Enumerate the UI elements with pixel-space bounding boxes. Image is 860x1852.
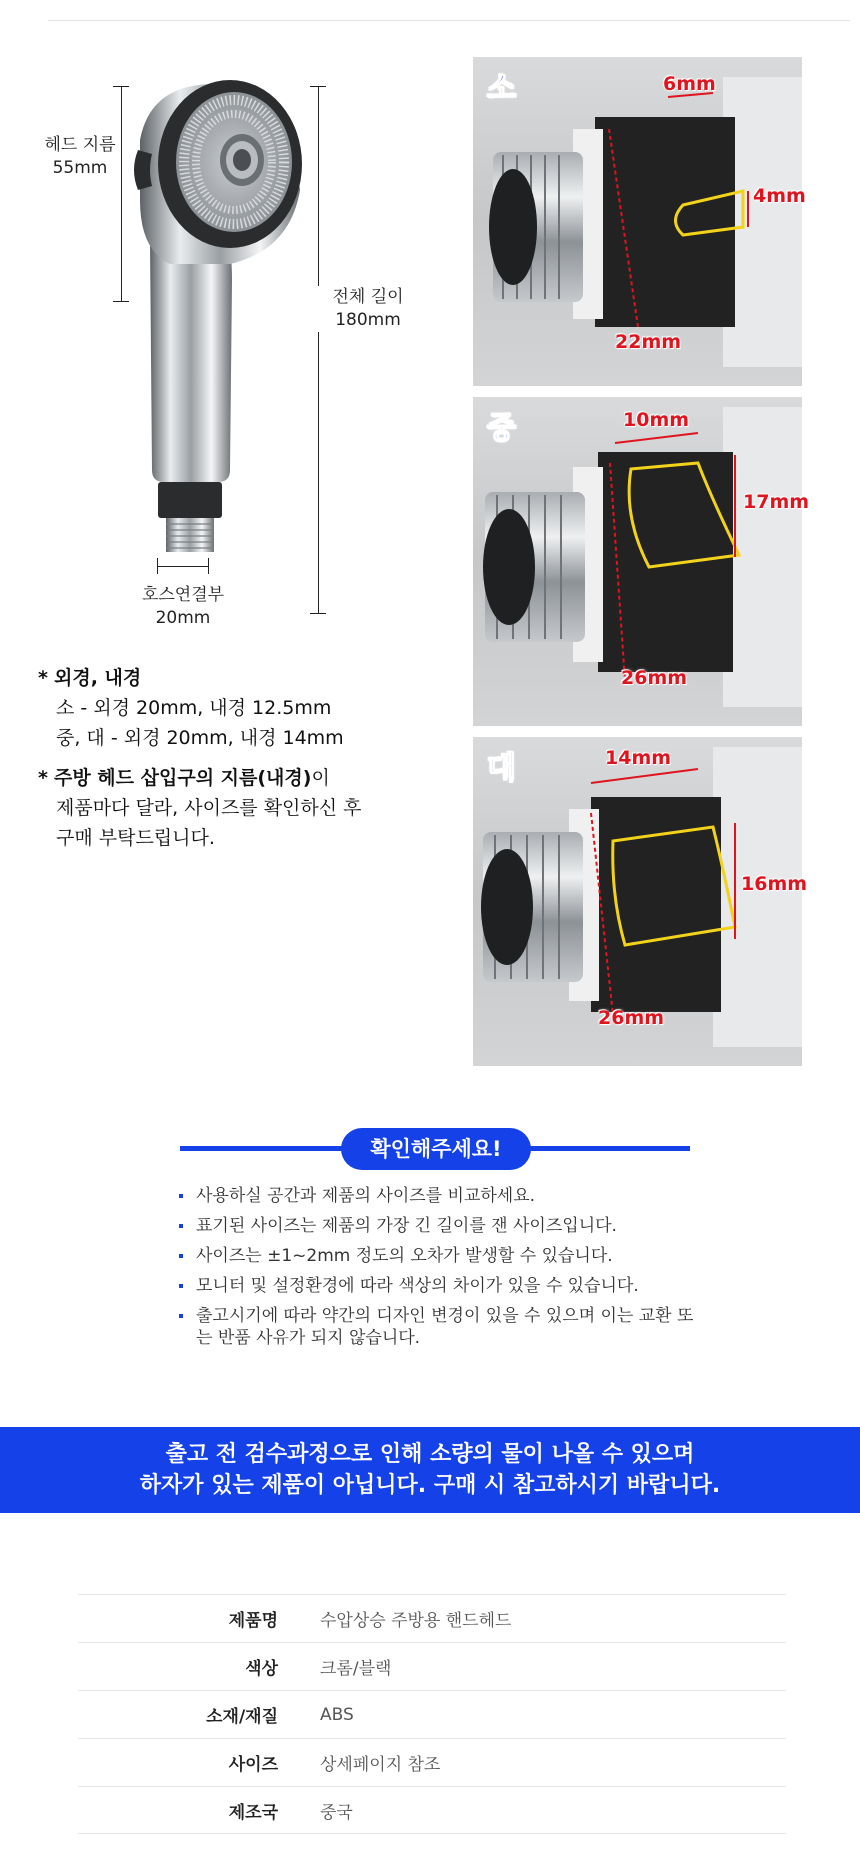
- head-diameter-label: 헤드 지름 55mm: [30, 134, 130, 180]
- small-height-label: 4mm: [753, 185, 806, 207]
- small-diameter-label: 22mm: [615, 331, 682, 353]
- dim-tick: [310, 613, 326, 614]
- check-list: [176, 1185, 716, 1357]
- check-title: 확인해주세요!: [341, 1128, 531, 1170]
- spec-value: 중국: [320, 1802, 353, 1823]
- large-height-label: 16mm: [741, 873, 808, 895]
- spec-key: 소재/재질: [206, 1707, 278, 1727]
- banner-line-2: 하자가 있는 제품이 아닙니다. 구매 시 참고하시기 바랍니다.: [139, 1473, 721, 1498]
- list-item: 모니터 및 설정환경에 따라 색상의 차이가 있을 수 있습니다.: [176, 1275, 716, 1297]
- list-item: 표기된 사이즈는 제품의 가장 긴 길이를 잰 사이즈입니다.: [176, 1215, 716, 1237]
- large-diameter-label: 26mm: [598, 1007, 665, 1029]
- table-row: [78, 1594, 786, 1642]
- banner-line-1: 출고 전 검수과정으로 인해 소량의 물이 나올 수 있으며: [165, 1442, 695, 1467]
- large-width-label: 14mm: [605, 747, 672, 769]
- table-row: [78, 1642, 786, 1690]
- hose-connector-label: 호스연결부 20mm: [133, 584, 233, 630]
- bullet-icon: [179, 1254, 183, 1258]
- product-diagram: [0, 60, 460, 650]
- spec-key: 제조국: [228, 1802, 278, 1823]
- list-item: 사용하실 공간과 제품의 사이즈를 비교하세요.: [176, 1185, 716, 1207]
- table-row: [78, 1786, 786, 1834]
- list-item: 사이즈는 ±1~2mm 정도의 오차가 발생할 수 있습니다.: [176, 1245, 716, 1267]
- spec-value: 크롬/블랙: [320, 1659, 392, 1679]
- head-diameter-value: 55mm: [52, 158, 108, 178]
- spec-key: 색상: [245, 1659, 278, 1679]
- spray-head-image: [130, 80, 330, 580]
- size-tag-medium: 중: [487, 411, 516, 446]
- size-tag-large: 대: [487, 751, 516, 786]
- bullet-icon: [179, 1194, 183, 1198]
- medium-height-label: 17mm: [743, 491, 810, 513]
- spec-value: ABS: [320, 1704, 354, 1725]
- note-line-1: 소 - 외경 20mm, 내경 12.5mm: [56, 697, 332, 719]
- note-title-2: * 주방 헤드 삽입구의 지름(내경)이: [38, 767, 330, 789]
- closeup-medium: [473, 397, 810, 726]
- spec-key: 제품명: [228, 1611, 278, 1631]
- note-line-3: 제품마다 달라, 사이즈를 확인하신 후: [56, 797, 362, 819]
- medium-diameter-label: 26mm: [621, 667, 688, 689]
- note-line-2: 중, 대 - 외경 20mm, 내경 14mm: [56, 727, 344, 749]
- medium-width-label: 10mm: [623, 409, 690, 431]
- note-title-1: * 외경, 내경: [38, 667, 142, 689]
- top-divider: [48, 20, 850, 21]
- spec-key: 사이즈: [228, 1755, 278, 1775]
- bullet-icon: [179, 1224, 183, 1228]
- table-row: [78, 1690, 786, 1738]
- closeup-small: [473, 57, 806, 386]
- size-notes: [38, 663, 458, 853]
- small-width-label: 6mm: [663, 73, 716, 95]
- spec-value: 수압상승 주방용 핸드헤드: [320, 1611, 512, 1631]
- total-length-label: 전체 길이 180mm: [318, 286, 418, 332]
- dim-tick: [113, 301, 129, 302]
- spec-value: 상세페이지 참조: [320, 1755, 441, 1775]
- list-item: 출고시기에 따라 약간의 디자인 변경이 있을 수 있으며 이는 교환 또는 반품 사유가 되지 않습니다.: [176, 1305, 696, 1349]
- bullet-icon: [179, 1284, 183, 1288]
- total-length-value: 180mm: [335, 310, 401, 330]
- closeup-large: [473, 737, 808, 1066]
- size-tag-small: 소: [487, 71, 516, 106]
- spec-table: [78, 1594, 786, 1834]
- note-line-4: 구매 부탁드립니다.: [56, 827, 215, 849]
- hose-connector-value: 20mm: [155, 608, 211, 628]
- head-dimension-line: [121, 86, 122, 302]
- table-row: [78, 1738, 786, 1786]
- bullet-icon: [179, 1314, 183, 1318]
- notice-banner: [0, 1427, 860, 1513]
